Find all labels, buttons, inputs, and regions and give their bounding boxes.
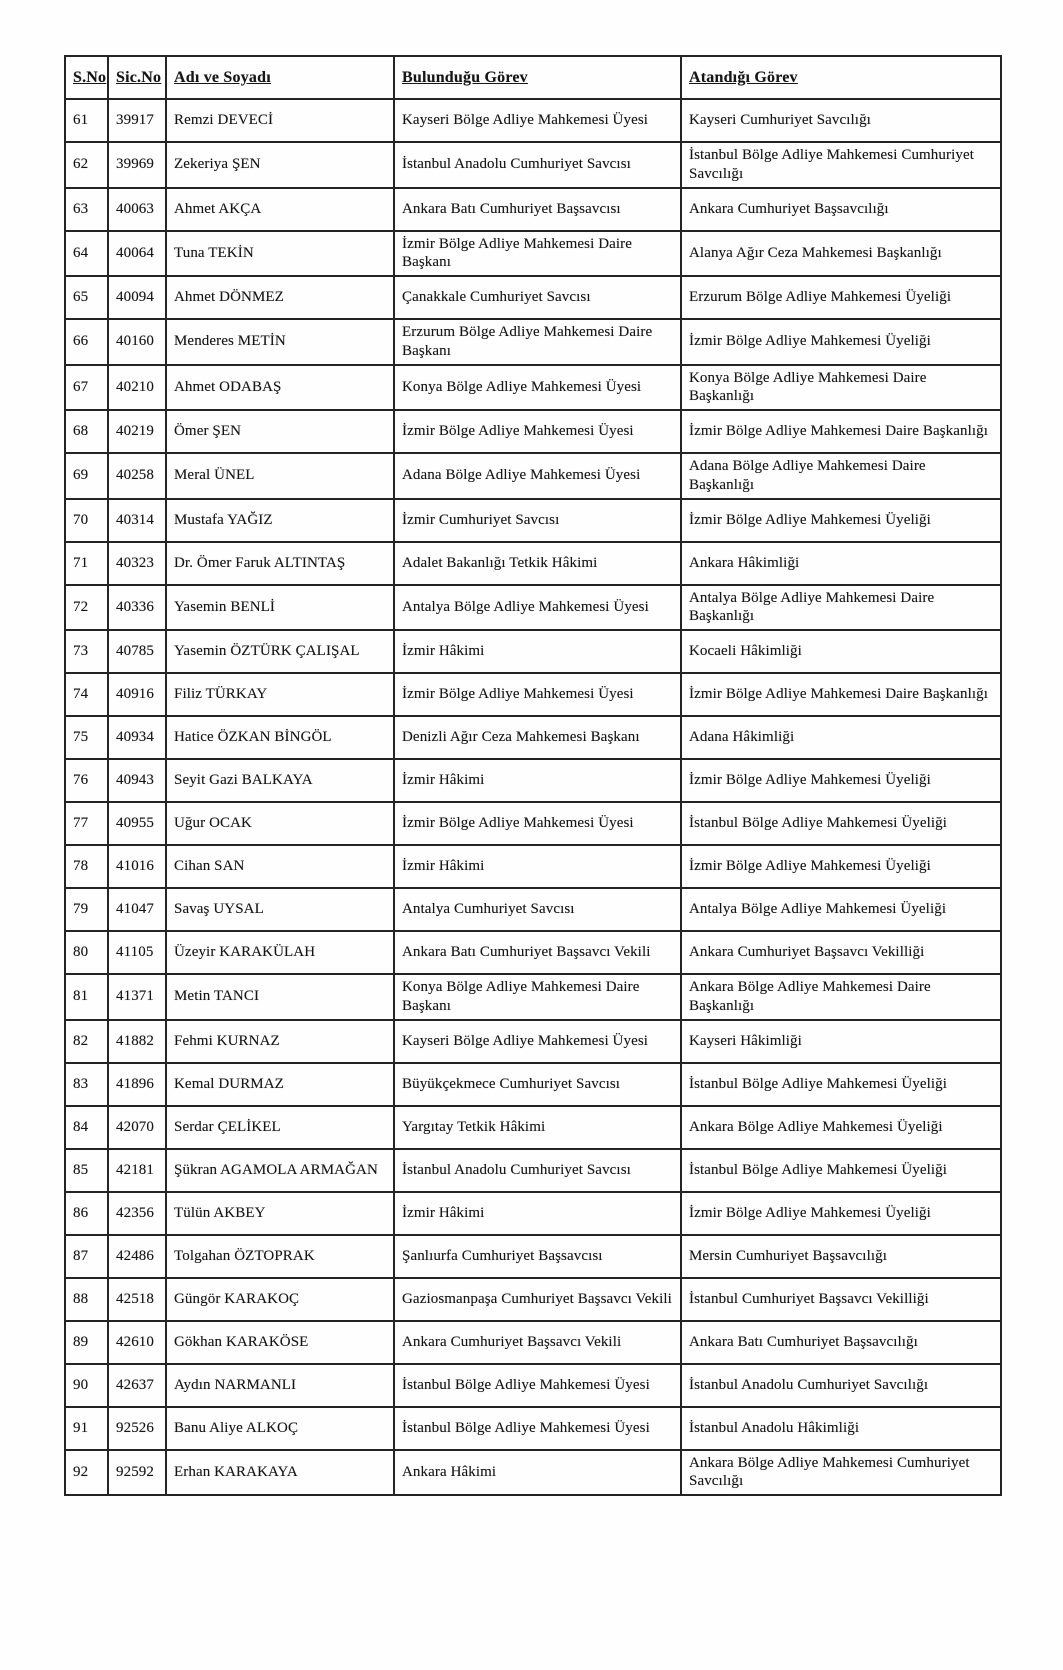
- cell-current-duty: İzmir Bölge Adliye Mahkemesi Üyesi: [394, 410, 681, 453]
- table-row: [65, 585, 1001, 631]
- cell-name-surname: Meral ÜNEL: [166, 453, 394, 499]
- cell-current-duty: İzmir Bölge Adliye Mahkemesi Daire Başkanı: [394, 231, 681, 277]
- cell-appointed-duty: Ankara Hâkimliği: [681, 542, 1001, 585]
- column-header-name-surname: Adı ve Soyadı: [166, 56, 394, 99]
- column-header-appointed-duty: Atandığı Görev: [681, 56, 1001, 99]
- cell-name-surname: Tolgahan ÖZTOPRAK: [166, 1235, 394, 1278]
- cell-name-surname: Üzeyir KARAKÜLAH: [166, 931, 394, 974]
- cell-current-duty: Antalya Bölge Adliye Mahkemesi Üyesi: [394, 585, 681, 631]
- cell-current-duty: Denizli Ağır Ceza Mahkemesi Başkanı: [394, 716, 681, 759]
- cell-serial-no: 76: [65, 759, 108, 802]
- cell-serial-no: 92: [65, 1450, 108, 1496]
- cell-name-surname: Hatice ÖZKAN BİNGÖL: [166, 716, 394, 759]
- cell-name-surname: Kemal DURMAZ: [166, 1063, 394, 1106]
- cell-name-surname: Yasemin BENLİ: [166, 585, 394, 631]
- cell-appointed-duty: Ankara Cumhuriyet Başsavcı Vekilliği: [681, 931, 1001, 974]
- cell-serial-no: 64: [65, 231, 108, 277]
- cell-current-duty: Ankara Batı Cumhuriyet Başsavcı Vekili: [394, 931, 681, 974]
- cell-current-duty: Ankara Hâkimi: [394, 1450, 681, 1496]
- cell-name-surname: Güngör KARAKOÇ: [166, 1278, 394, 1321]
- cell-appointed-duty: İstanbul Cumhuriyet Başsavcı Vekilliği: [681, 1278, 1001, 1321]
- cell-registry-no: 40210: [108, 365, 166, 411]
- cell-name-surname: Ahmet AKÇA: [166, 188, 394, 231]
- cell-appointed-duty: İzmir Bölge Adliye Mahkemesi Üyeliği: [681, 759, 1001, 802]
- cell-appointed-duty: İstanbul Bölge Adliye Mahkemesi Üyeliği: [681, 1063, 1001, 1106]
- table-row: [65, 1106, 1001, 1149]
- cell-serial-no: 75: [65, 716, 108, 759]
- cell-serial-no: 73: [65, 630, 108, 673]
- cell-appointed-duty: İzmir Bölge Adliye Mahkemesi Daire Başkanlığı: [681, 673, 1001, 716]
- cell-appointed-duty: İstanbul Anadolu Hâkimliği: [681, 1407, 1001, 1450]
- cell-current-duty: Çanakkale Cumhuriyet Savcısı: [394, 276, 681, 319]
- cell-registry-no: 41882: [108, 1020, 166, 1063]
- cell-appointed-duty: Ankara Bölge Adliye Mahkemesi Üyeliği: [681, 1106, 1001, 1149]
- cell-current-duty: Gaziosmanpaşa Cumhuriyet Başsavcı Vekili: [394, 1278, 681, 1321]
- cell-registry-no: 40219: [108, 410, 166, 453]
- cell-current-duty: Antalya Cumhuriyet Savcısı: [394, 888, 681, 931]
- table-row: [65, 802, 1001, 845]
- cell-name-surname: Aydın NARMANLI: [166, 1364, 394, 1407]
- cell-current-duty: Adalet Bakanlığı Tetkik Hâkimi: [394, 542, 681, 585]
- cell-serial-no: 68: [65, 410, 108, 453]
- cell-name-surname: Serdar ÇELİKEL: [166, 1106, 394, 1149]
- cell-name-surname: Tülün AKBEY: [166, 1192, 394, 1235]
- cell-serial-no: 63: [65, 188, 108, 231]
- table-body: [65, 99, 1001, 1495]
- cell-current-duty: Kayseri Bölge Adliye Mahkemesi Üyesi: [394, 1020, 681, 1063]
- cell-registry-no: 40323: [108, 542, 166, 585]
- table-row: [65, 319, 1001, 365]
- cell-serial-no: 89: [65, 1321, 108, 1364]
- cell-registry-no: 40916: [108, 673, 166, 716]
- cell-appointed-duty: Ankara Batı Cumhuriyet Başsavcılığı: [681, 1321, 1001, 1364]
- cell-name-surname: Tuna TEKİN: [166, 231, 394, 277]
- cell-serial-no: 87: [65, 1235, 108, 1278]
- cell-serial-no: 80: [65, 931, 108, 974]
- table-row: [65, 931, 1001, 974]
- cell-current-duty: İstanbul Bölge Adliye Mahkemesi Üyesi: [394, 1407, 681, 1450]
- cell-name-surname: Uğur OCAK: [166, 802, 394, 845]
- cell-current-duty: Adana Bölge Adliye Mahkemesi Üyesi: [394, 453, 681, 499]
- table-row: [65, 759, 1001, 802]
- cell-registry-no: 40064: [108, 231, 166, 277]
- cell-registry-no: 42518: [108, 1278, 166, 1321]
- cell-current-duty: Büyükçekmece Cumhuriyet Savcısı: [394, 1063, 681, 1106]
- cell-registry-no: 40094: [108, 276, 166, 319]
- table-row: [65, 1321, 1001, 1364]
- cell-serial-no: 69: [65, 453, 108, 499]
- cell-serial-no: 81: [65, 974, 108, 1020]
- cell-serial-no: 90: [65, 1364, 108, 1407]
- cell-registry-no: 42486: [108, 1235, 166, 1278]
- cell-current-duty: İstanbul Anadolu Cumhuriyet Savcısı: [394, 1149, 681, 1192]
- cell-current-duty: Konya Bölge Adliye Mahkemesi Üyesi: [394, 365, 681, 411]
- cell-name-surname: Fehmi KURNAZ: [166, 1020, 394, 1063]
- table-row: [65, 974, 1001, 1020]
- cell-name-surname: Dr. Ömer Faruk ALTINTAŞ: [166, 542, 394, 585]
- cell-name-surname: Banu Aliye ALKOÇ: [166, 1407, 394, 1450]
- table-row: [65, 673, 1001, 716]
- cell-serial-no: 74: [65, 673, 108, 716]
- cell-current-duty: İstanbul Anadolu Cumhuriyet Savcısı: [394, 142, 681, 188]
- cell-name-surname: Şükran AGAMOLA ARMAĞAN: [166, 1149, 394, 1192]
- cell-registry-no: 39917: [108, 99, 166, 142]
- cell-registry-no: 42181: [108, 1149, 166, 1192]
- cell-appointed-duty: İstanbul Anadolu Cumhuriyet Savcılığı: [681, 1364, 1001, 1407]
- cell-name-surname: Menderes METİN: [166, 319, 394, 365]
- cell-appointed-duty: İzmir Bölge Adliye Mahkemesi Üyeliği: [681, 1192, 1001, 1235]
- judicial-appointments-table: [64, 55, 1002, 1496]
- table-row: [65, 99, 1001, 142]
- cell-registry-no: 42610: [108, 1321, 166, 1364]
- table-row: [65, 142, 1001, 188]
- table-row: [65, 1020, 1001, 1063]
- table-row: [65, 1149, 1001, 1192]
- cell-registry-no: 42637: [108, 1364, 166, 1407]
- table-row: [65, 630, 1001, 673]
- cell-serial-no: 84: [65, 1106, 108, 1149]
- cell-serial-no: 85: [65, 1149, 108, 1192]
- table-row: [65, 1364, 1001, 1407]
- table-row: [65, 542, 1001, 585]
- cell-appointed-duty: Ankara Bölge Adliye Mahkemesi Cumhuriyet Savcılığı: [681, 1450, 1001, 1496]
- cell-registry-no: 41105: [108, 931, 166, 974]
- cell-registry-no: 40943: [108, 759, 166, 802]
- cell-serial-no: 78: [65, 845, 108, 888]
- cell-serial-no: 62: [65, 142, 108, 188]
- table-row: [65, 453, 1001, 499]
- cell-name-surname: Erhan KARAKAYA: [166, 1450, 394, 1496]
- cell-registry-no: 40336: [108, 585, 166, 631]
- table-row: [65, 1407, 1001, 1450]
- cell-registry-no: 40934: [108, 716, 166, 759]
- cell-current-duty: Erzurum Bölge Adliye Mahkemesi Daire Başkanı: [394, 319, 681, 365]
- cell-registry-no: 92526: [108, 1407, 166, 1450]
- cell-current-duty: Ankara Batı Cumhuriyet Başsavcısı: [394, 188, 681, 231]
- cell-serial-no: 66: [65, 319, 108, 365]
- cell-appointed-duty: Mersin Cumhuriyet Başsavcılığı: [681, 1235, 1001, 1278]
- cell-current-duty: Kayseri Bölge Adliye Mahkemesi Üyesi: [394, 99, 681, 142]
- column-header-serial-no: S.No: [65, 56, 108, 99]
- cell-current-duty: Ankara Cumhuriyet Başsavcı Vekili: [394, 1321, 681, 1364]
- cell-appointed-duty: Konya Bölge Adliye Mahkemesi Daire Başkanlığı: [681, 365, 1001, 411]
- table-row: [65, 1278, 1001, 1321]
- cell-name-surname: Gökhan KARAKÖSE: [166, 1321, 394, 1364]
- column-header-registry-no: Sic.No: [108, 56, 166, 99]
- cell-appointed-duty: İstanbul Bölge Adliye Mahkemesi Üyeliği: [681, 802, 1001, 845]
- cell-appointed-duty: Kocaeli Hâkimliği: [681, 630, 1001, 673]
- cell-serial-no: 70: [65, 499, 108, 542]
- table-row: [65, 410, 1001, 453]
- cell-appointed-duty: Alanya Ağır Ceza Mahkemesi Başkanlığı: [681, 231, 1001, 277]
- cell-appointed-duty: Adana Hâkimliği: [681, 716, 1001, 759]
- cell-current-duty: İstanbul Bölge Adliye Mahkemesi Üyesi: [394, 1364, 681, 1407]
- cell-registry-no: 41016: [108, 845, 166, 888]
- cell-current-duty: İzmir Bölge Adliye Mahkemesi Üyesi: [394, 673, 681, 716]
- cell-registry-no: 41047: [108, 888, 166, 931]
- table-row: [65, 1235, 1001, 1278]
- table-row: [65, 1450, 1001, 1496]
- cell-registry-no: 41371: [108, 974, 166, 1020]
- cell-appointed-duty: İzmir Bölge Adliye Mahkemesi Üyeliği: [681, 845, 1001, 888]
- cell-appointed-duty: Erzurum Bölge Adliye Mahkemesi Üyeliği: [681, 276, 1001, 319]
- cell-serial-no: 72: [65, 585, 108, 631]
- table-row: [65, 499, 1001, 542]
- table-row: [65, 888, 1001, 931]
- cell-current-duty: Şanlıurfa Cumhuriyet Başsavcısı: [394, 1235, 681, 1278]
- table-row: [65, 276, 1001, 319]
- cell-serial-no: 82: [65, 1020, 108, 1063]
- cell-appointed-duty: Ankara Bölge Adliye Mahkemesi Daire Başkanlığı: [681, 974, 1001, 1020]
- cell-registry-no: 40258: [108, 453, 166, 499]
- cell-name-surname: Savaş UYSAL: [166, 888, 394, 931]
- cell-name-surname: Zekeriya ŞEN: [166, 142, 394, 188]
- cell-current-duty: Konya Bölge Adliye Mahkemesi Daire Başkanı: [394, 974, 681, 1020]
- cell-registry-no: 40785: [108, 630, 166, 673]
- cell-name-surname: Ahmet DÖNMEZ: [166, 276, 394, 319]
- cell-appointed-duty: İzmir Bölge Adliye Mahkemesi Daire Başkanlığı: [681, 410, 1001, 453]
- table-row: [65, 365, 1001, 411]
- cell-name-surname: Remzi DEVECİ: [166, 99, 394, 142]
- cell-registry-no: 92592: [108, 1450, 166, 1496]
- cell-appointed-duty: Antalya Bölge Adliye Mahkemesi Daire Başkanlığı: [681, 585, 1001, 631]
- cell-serial-no: 79: [65, 888, 108, 931]
- cell-current-duty: İzmir Cumhuriyet Savcısı: [394, 499, 681, 542]
- cell-current-duty: İzmir Hâkimi: [394, 759, 681, 802]
- table-row: [65, 188, 1001, 231]
- cell-serial-no: 67: [65, 365, 108, 411]
- cell-name-surname: Metin TANCI: [166, 974, 394, 1020]
- cell-serial-no: 83: [65, 1063, 108, 1106]
- cell-registry-no: 40160: [108, 319, 166, 365]
- cell-appointed-duty: İstanbul Bölge Adliye Mahkemesi Cumhuriyet Savcılığı: [681, 142, 1001, 188]
- cell-appointed-duty: Ankara Cumhuriyet Başsavcılığı: [681, 188, 1001, 231]
- cell-registry-no: 42070: [108, 1106, 166, 1149]
- column-header-current-duty: Bulunduğu Görev: [394, 56, 681, 99]
- table-header-row: [65, 56, 1001, 99]
- cell-registry-no: 42356: [108, 1192, 166, 1235]
- cell-name-surname: Filiz TÜRKAY: [166, 673, 394, 716]
- cell-current-duty: İzmir Bölge Adliye Mahkemesi Üyesi: [394, 802, 681, 845]
- cell-name-surname: Seyit Gazi BALKAYA: [166, 759, 394, 802]
- table-row: [65, 1192, 1001, 1235]
- cell-serial-no: 91: [65, 1407, 108, 1450]
- cell-appointed-duty: Kayseri Hâkimliği: [681, 1020, 1001, 1063]
- cell-name-surname: Mustafa YAĞIZ: [166, 499, 394, 542]
- cell-name-surname: Cihan SAN: [166, 845, 394, 888]
- cell-appointed-duty: Antalya Bölge Adliye Mahkemesi Üyeliği: [681, 888, 1001, 931]
- cell-serial-no: 61: [65, 99, 108, 142]
- cell-registry-no: 40314: [108, 499, 166, 542]
- cell-appointed-duty: İzmir Bölge Adliye Mahkemesi Üyeliği: [681, 499, 1001, 542]
- table-row: [65, 1063, 1001, 1106]
- table-row: [65, 231, 1001, 277]
- cell-name-surname: Yasemin ÖZTÜRK ÇALIŞAL: [166, 630, 394, 673]
- cell-appointed-duty: İstanbul Bölge Adliye Mahkemesi Üyeliği: [681, 1149, 1001, 1192]
- cell-appointed-duty: Kayseri Cumhuriyet Savcılığı: [681, 99, 1001, 142]
- cell-serial-no: 77: [65, 802, 108, 845]
- cell-current-duty: İzmir Hâkimi: [394, 1192, 681, 1235]
- cell-serial-no: 88: [65, 1278, 108, 1321]
- cell-current-duty: İzmir Hâkimi: [394, 845, 681, 888]
- cell-serial-no: 71: [65, 542, 108, 585]
- table-row: [65, 716, 1001, 759]
- cell-appointed-duty: İzmir Bölge Adliye Mahkemesi Üyeliği: [681, 319, 1001, 365]
- cell-serial-no: 65: [65, 276, 108, 319]
- cell-serial-no: 86: [65, 1192, 108, 1235]
- cell-name-surname: Ahmet ODABAŞ: [166, 365, 394, 411]
- cell-current-duty: Yargıtay Tetkik Hâkimi: [394, 1106, 681, 1149]
- cell-registry-no: 40063: [108, 188, 166, 231]
- cell-name-surname: Ömer ŞEN: [166, 410, 394, 453]
- table-row: [65, 845, 1001, 888]
- cell-appointed-duty: Adana Bölge Adliye Mahkemesi Daire Başkanlığı: [681, 453, 1001, 499]
- cell-registry-no: 41896: [108, 1063, 166, 1106]
- cell-registry-no: 40955: [108, 802, 166, 845]
- cell-current-duty: İzmir Hâkimi: [394, 630, 681, 673]
- cell-registry-no: 39969: [108, 142, 166, 188]
